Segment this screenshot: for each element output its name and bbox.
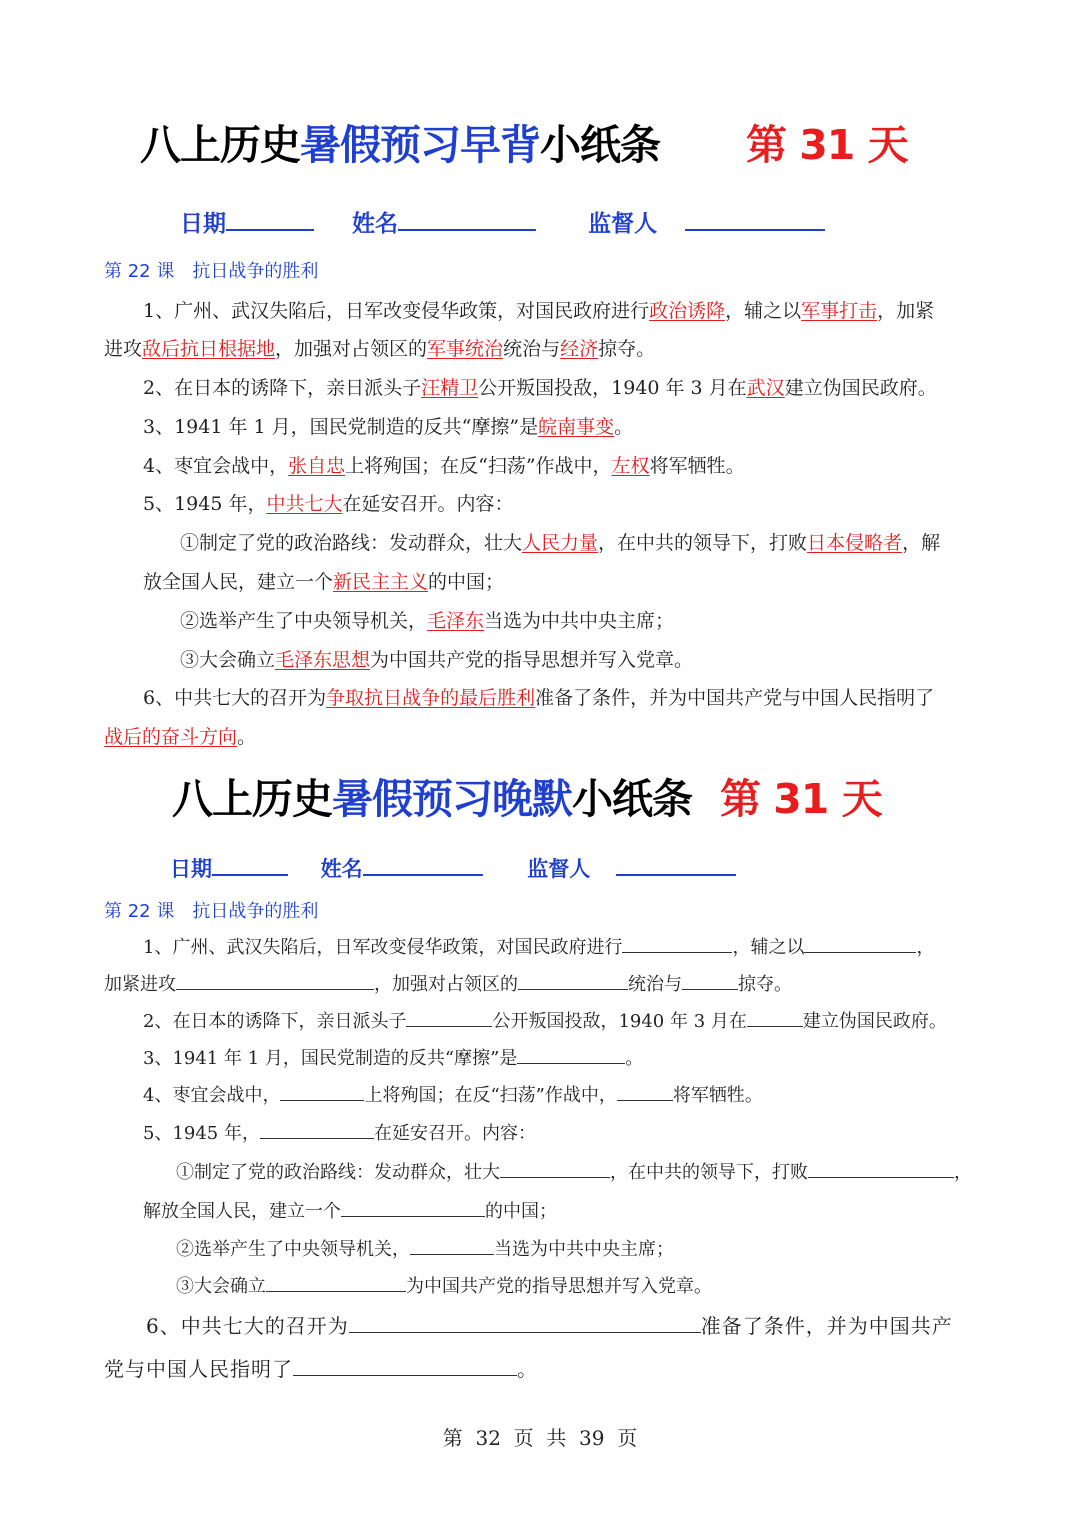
keyword: 左权	[611, 455, 650, 477]
keyword: 经济	[560, 338, 599, 360]
keyword: 人民力量	[522, 532, 599, 554]
keyword: 敌后抗日根据地	[142, 338, 276, 360]
morning-title	[140, 112, 908, 171]
text: ，	[954, 1162, 972, 1183]
morning-title-prefix: 八上历史	[140, 121, 300, 169]
keyword: 张自忠	[288, 455, 346, 477]
answer-blank[interactable]	[410, 1238, 494, 1255]
answer-blank[interactable]	[804, 936, 916, 953]
answer-blank[interactable]	[517, 1047, 625, 1064]
text: 3、1941 年 1 月，国民党制造的反共“摩擦”是	[143, 416, 539, 438]
answer-blank[interactable]	[808, 1161, 954, 1178]
evening-title-suffix: 小纸条	[572, 775, 692, 823]
answer-blank[interactable]	[349, 1316, 701, 1333]
evening-paragraph-5-1	[176, 1158, 972, 1184]
morning-paragraph-5-1-cont	[143, 567, 504, 594]
answer-blank[interactable]	[260, 1122, 374, 1139]
lesson-title: 抗日战争的胜利	[192, 261, 319, 282]
text: 4、枣宜会战中，	[143, 1085, 281, 1106]
text: 上将殉国；在反“扫荡”作战中，	[364, 1085, 617, 1106]
morning-paragraph-5-1	[180, 528, 940, 555]
lesson-number: 第 22 课	[104, 901, 175, 922]
morning-lesson-heading	[104, 257, 318, 283]
answer-blank[interactable]	[280, 1084, 364, 1101]
supervisor-field[interactable]	[685, 209, 825, 231]
text: ②选举产生了中央领导机关，	[176, 1239, 410, 1260]
answer-blank[interactable]	[617, 1084, 673, 1101]
evening-paragraph-5-2	[176, 1235, 674, 1261]
name-field[interactable]	[398, 209, 536, 231]
keyword: 军事统治	[427, 338, 504, 360]
text: 放全国人民，建立一个	[143, 571, 334, 593]
name-label: 姓名	[320, 857, 363, 881]
morning-meta-row	[180, 205, 825, 238]
text: 党与中国人民指明了	[104, 1357, 293, 1381]
text: 1、广州、武汉失陷后，日军改变侵华政策，对国民政府进行	[143, 937, 623, 958]
answer-blank[interactable]	[341, 1200, 485, 1217]
answer-blank[interactable]	[406, 1010, 492, 1027]
text: ，加强对占领区的	[275, 338, 428, 360]
text: 2、在日本的诱降下，亲日派头子	[143, 1011, 407, 1032]
text: ，加紧	[877, 300, 935, 322]
text: 6、中共七大的召开为	[146, 1314, 349, 1338]
evening-lesson-heading	[104, 897, 318, 923]
text: 6、中共七大的召开为	[143, 687, 327, 709]
morning-paragraph-5-3	[180, 645, 693, 672]
evening-paragraph-1	[143, 933, 934, 959]
text: 统治与	[628, 974, 682, 995]
text: ，在中共的领导下，打败	[610, 1162, 808, 1183]
morning-paragraph-3	[143, 412, 633, 439]
text: ①制定了党的政治路线：发动群众，壮大	[180, 532, 523, 554]
evening-paragraph-1-cont	[104, 970, 792, 996]
name-label: 姓名	[352, 211, 399, 237]
keyword: 毛泽东	[427, 610, 485, 632]
text: 解放全国人民，建立一个	[143, 1201, 341, 1222]
evening-paragraph-3	[143, 1044, 643, 1070]
text: ③大会确立	[176, 1276, 266, 1297]
morning-paragraph-1-cont	[104, 334, 655, 361]
text: 进攻	[104, 338, 143, 360]
text: 的中国；	[485, 1201, 557, 1222]
keyword: 军事打击	[801, 300, 878, 322]
morning-title-suffix: 小纸条	[540, 121, 660, 169]
keyword: 新民主主义	[333, 571, 429, 593]
lesson-number: 第 22 课	[104, 261, 175, 282]
evening-paragraph-5-3	[176, 1272, 712, 1298]
morning-paragraph-2	[143, 373, 937, 400]
keyword: 武汉	[746, 377, 785, 399]
text: ，在中共的领导下，打败	[598, 532, 808, 554]
text: 将军牺牲。	[672, 1085, 763, 1106]
text: 当选为中共中央主席；	[494, 1239, 674, 1260]
supervisor-label: 监督人	[588, 211, 658, 237]
text: 将军牺牲。	[649, 455, 745, 477]
answer-blank[interactable]	[500, 1161, 610, 1178]
text: 为中国共产党的指导思想并写入党章。	[406, 1276, 712, 1297]
keyword: 皖南事变	[538, 416, 615, 438]
text: 建立伪国民政府。	[784, 377, 937, 399]
text: 5、1945 年，	[143, 493, 267, 515]
date-label: 日期	[170, 857, 212, 881]
page-footer: 第 32 页 共 39 页	[442, 1426, 638, 1450]
morning-title-highlight: 暑假预习早背	[300, 121, 540, 169]
evening-paragraph-2	[143, 1007, 947, 1033]
text: 公开叛国投敌，1940 年 3 月在	[478, 377, 747, 399]
supervisor-label: 监督人	[527, 857, 591, 881]
keyword: 战后的奋斗方向	[104, 726, 238, 748]
text: 。	[614, 416, 634, 438]
evening-title	[172, 766, 882, 825]
morning-paragraph-4	[143, 451, 745, 478]
text: 准备了条件，并为中国共产	[700, 1314, 953, 1338]
answer-blank[interactable]	[293, 1359, 517, 1376]
evening-paragraph-6-cont	[104, 1353, 538, 1382]
evening-paragraph-6	[146, 1310, 953, 1339]
text: 建立伪国民政府。	[802, 1011, 947, 1032]
text: ，加强对占领区的	[374, 974, 518, 995]
evening-paragraph-4	[143, 1081, 763, 1107]
answer-blank[interactable]	[622, 936, 732, 953]
text: 加紧进攻	[104, 974, 176, 995]
keyword: 汪精卫	[421, 377, 479, 399]
text: 。	[625, 1048, 644, 1069]
text: 1、广州、武汉失陷后，日军改变侵华政策，对国民政府进行	[143, 300, 650, 322]
evening-meta-row	[170, 853, 736, 883]
text: ，辅之以	[725, 300, 802, 322]
text: 在延安召开。内容：	[342, 493, 514, 515]
evening-paragraph-5-1-cont	[143, 1197, 557, 1223]
text: ①制定了党的政治路线：发动群众，壮大	[176, 1162, 500, 1183]
evening-title-highlight: 暑假预习晚默	[332, 775, 572, 823]
text: 2、在日本的诱降下，亲日派头子	[143, 377, 422, 399]
keyword: 争取抗日战争的最后胜利	[326, 687, 536, 709]
morning-paragraph-6-cont	[104, 722, 256, 749]
text: 4、枣宜会战中，	[143, 455, 289, 477]
date-field[interactable]	[226, 209, 314, 231]
answer-blank[interactable]	[176, 973, 374, 990]
text: 公开叛国投敌，1940 年 3 月在	[492, 1011, 747, 1032]
text: ，辅之以	[732, 937, 805, 958]
keyword: 日本侵略者	[807, 532, 903, 554]
name-field[interactable]	[363, 854, 483, 876]
text: 3、1941 年 1 月，国民党制造的反共“摩擦”是	[143, 1048, 518, 1069]
supervisor-field[interactable]	[616, 854, 736, 876]
answer-blank[interactable]	[266, 1275, 406, 1292]
morning-day: 第 31 天	[746, 121, 908, 169]
date-label: 日期	[180, 211, 226, 237]
answer-blank[interactable]	[747, 1010, 803, 1027]
keyword: 政治诱降	[649, 300, 726, 322]
text: 上将殉国；在反“扫荡”作战中，	[345, 455, 612, 477]
text: ③大会确立	[180, 649, 276, 671]
lesson-title: 抗日战争的胜利	[192, 901, 319, 922]
answer-blank[interactable]	[518, 973, 628, 990]
text: 。	[517, 1357, 538, 1381]
text: 统治与	[503, 338, 561, 360]
morning-paragraph-5-2	[180, 606, 674, 633]
evening-title-prefix: 八上历史	[172, 775, 332, 823]
date-field[interactable]	[212, 854, 288, 876]
text: 当选为中共中央主席；	[484, 610, 675, 632]
morning-paragraph-6	[143, 683, 934, 710]
text: 5、1945 年，	[143, 1123, 260, 1144]
text: ②选举产生了中央领导机关，	[180, 610, 428, 632]
text: 。	[237, 726, 257, 748]
text: 的中国；	[428, 571, 505, 593]
text: 掠夺。	[738, 974, 792, 995]
evening-paragraph-5	[143, 1119, 536, 1145]
text: 掠夺。	[598, 338, 656, 360]
keyword: 毛泽东思想	[275, 649, 371, 671]
text: ，解	[902, 532, 941, 554]
answer-blank[interactable]	[682, 973, 738, 990]
text: 在延安召开。内容：	[373, 1123, 536, 1144]
text: 为中国共产党的指导思想并写入党章。	[370, 649, 694, 671]
keyword: 中共七大	[266, 493, 343, 515]
morning-paragraph-5	[143, 489, 514, 516]
evening-day: 第 31 天	[720, 775, 882, 823]
text: ，	[916, 937, 935, 958]
text: 准备了条件，并为中国共产党与中国人民指明了	[535, 687, 935, 709]
morning-paragraph-1	[143, 296, 934, 323]
